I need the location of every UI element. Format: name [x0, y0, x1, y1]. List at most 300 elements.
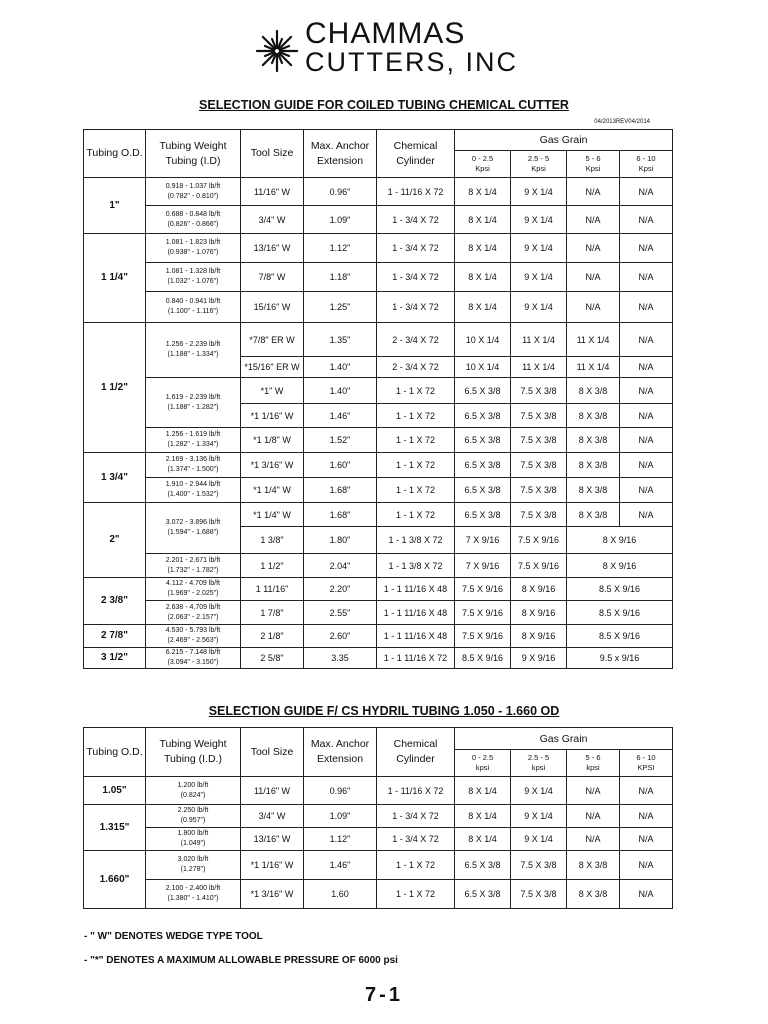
header-tool: Tool Size	[241, 728, 304, 777]
gas-grain-cell: 11 X 1/4	[511, 323, 567, 357]
gas-grain-cell: 11 X 1/4	[511, 357, 567, 378]
table-row	[84, 234, 673, 263]
tubing-weight-cell	[146, 625, 241, 648]
table-row	[84, 851, 673, 880]
grain-range-header-line-1: 6 - 10	[636, 753, 656, 762]
tubing-weight-cell	[146, 601, 241, 625]
gas-grain-cell: 9 X 1/4	[511, 178, 567, 206]
chemical-cylinder-cell: 1 - 1 11/16 X 72	[377, 648, 455, 669]
header-tool: Tool Size	[241, 130, 304, 178]
chemical-cylinder-cell: 2 - 3/4 X 72	[377, 323, 455, 357]
tubing-weight-cell	[146, 828, 241, 851]
chemical-cylinder-cell: 1 - 1 3/8 X 72	[377, 554, 455, 578]
grain-range-header-line-1: 5 - 6	[585, 753, 601, 762]
tool-size-cell: *1 1/8" W	[241, 428, 304, 453]
chemical-cylinder-cell: 1 - 1 11/16 X 48	[377, 601, 455, 625]
anchor-extension-cell: 1.25"	[304, 292, 377, 323]
gas-grain-cell: 9 X 1/4	[511, 777, 567, 805]
chemical-cylinder-cell: 1 - 3/4 X 72	[377, 206, 455, 234]
gas-grain-cell: N/A	[567, 777, 620, 805]
gas-grain-cell: 7.5 X 3/8	[511, 404, 567, 428]
chemical-cylinder-cell: 1 - 1 X 72	[377, 478, 455, 503]
header-cylinder: Chemical Cylinder	[377, 728, 455, 777]
gas-grain-cell: 8 X 1/4	[455, 805, 511, 828]
tool-size-cell: *1 3/16" W	[241, 880, 304, 909]
grain-range-header-line-2: Kpsi	[475, 164, 490, 173]
chemical-cylinder-cell: 1 - 1 X 72	[377, 880, 455, 909]
gas-grain-cell: 7.5 X 3/8	[511, 478, 567, 503]
table-1-title: SELECTION GUIDE FOR COILED TUBING CHEMICAL CUTTER	[199, 98, 569, 112]
tubing-weight-cell-line-1: 1.619 - 2.239 lb/ft	[165, 393, 221, 401]
tool-size-cell: 13/16" W	[241, 234, 304, 263]
chemical-cylinder-cell: 1 - 1 11/16 X 48	[377, 578, 455, 601]
tubing-od-cell: 1 3/4"	[84, 453, 146, 503]
anchor-extension-cell: 0.96"	[304, 178, 377, 206]
anchor-extension-cell: 1.60	[304, 880, 377, 909]
anchor-extension-cell: 1.68"	[304, 478, 377, 503]
grain-range-header	[620, 151, 673, 178]
gas-grain-cell: N/A	[567, 263, 620, 292]
gas-grain-cell: 6.5 X 3/8	[455, 378, 511, 404]
gas-grain-cell: N/A	[620, 378, 673, 404]
gas-grain-cell: 8 X 1/4	[455, 292, 511, 323]
tool-size-cell: 11/16" W	[241, 178, 304, 206]
tool-size-cell: *15/16" ER W	[241, 357, 304, 378]
grain-range-header-line-1: 6 - 10	[636, 154, 656, 163]
gas-grain-cell: 7.5 X 9/16	[511, 527, 567, 554]
tubing-weight-cell-line-1: 1.256 - 2.239 lb/ft	[165, 341, 221, 348]
gas-grain-cell: N/A	[567, 206, 620, 234]
anchor-extension-cell: 2.04"	[304, 554, 377, 578]
tubing-weight-cell-line-1: 2.250 lb/ft	[177, 807, 209, 814]
anchor-extension-cell: 1.80"	[304, 527, 377, 554]
tubing-od-cell: 1.05"	[84, 777, 146, 805]
gas-grain-cell: N/A	[567, 178, 620, 206]
anchor-extension-cell: 1.40"	[304, 378, 377, 404]
tubing-weight-cell	[146, 234, 241, 263]
gas-grain-cell: N/A	[620, 777, 673, 805]
gas-grain-cell: N/A	[567, 292, 620, 323]
table-row	[84, 378, 673, 404]
gas-grain-cell: N/A	[620, 478, 673, 503]
tubing-weight-cell	[146, 206, 241, 234]
tubing-weight-cell-line-2: (1.400" - 1.532")	[167, 491, 219, 498]
gas-grain-cell: 9 X 1/4	[511, 263, 567, 292]
tool-size-cell: *7/8" ER W	[241, 323, 304, 357]
note-wedge: - " W" DENOTES WEDGE TYPE TOOL	[84, 931, 263, 942]
gas-grain-cell: 10 X 1/4	[455, 357, 511, 378]
tool-size-cell: 1 11/16"	[241, 578, 304, 601]
grain-range-header-line-2: Kpsi	[638, 164, 654, 173]
gas-grain-cell: 9 X 1/4	[511, 206, 567, 234]
gas-grain-cell: 10 X 1/4	[455, 323, 511, 357]
gas-grain-cell: 8 X 9/16	[511, 625, 567, 648]
tubing-weight-cell	[146, 503, 241, 554]
tubing-weight-cell	[146, 880, 241, 909]
gas-grain-cell: N/A	[620, 206, 673, 234]
tubing-weight-cell	[146, 478, 241, 503]
tubing-weight-cell-line-1: 4.112 - 4.709 lb/ft	[166, 580, 220, 587]
tubing-weight-cell-line-2: (1.049")	[180, 840, 206, 847]
gas-grain-cell: 6.5 X 3/8	[455, 404, 511, 428]
tubing-weight-cell	[146, 263, 241, 292]
tubing-weight-cell-line-2: (2.469" - 2.563")	[167, 637, 219, 644]
tubing-weight-cell-line-2: (0.938" - 1.076")	[167, 249, 219, 256]
tool-size-cell: 1 1/2"	[241, 554, 304, 578]
anchor-extension-cell: 1.52"	[304, 428, 377, 453]
anchor-extension-cell: 1.12"	[304, 828, 377, 851]
table-row	[84, 648, 673, 669]
header-od: Tubing O.D.	[84, 130, 146, 178]
anchor-extension-cell: 0.96"	[304, 777, 377, 805]
gas-grain-cell: 8 X 3/8	[567, 404, 620, 428]
gas-grain-cell: 8 X 3/8	[567, 378, 620, 404]
tubing-weight-cell-line-2: (0.826" - 0.866")	[167, 220, 219, 228]
tubing-od-cell: 3 1/2"	[84, 648, 146, 669]
tubing-weight-cell	[146, 805, 241, 828]
chemical-cylinder-cell: 1 - 3/4 X 72	[377, 263, 455, 292]
gas-grain-cell: 6.5 X 3/8	[455, 503, 511, 527]
gas-grain-cell: 7.5 X 3/8	[511, 503, 567, 527]
anchor-extension-cell: 2.60"	[304, 625, 377, 648]
tubing-weight-cell-line-1: 1.081 - 1.328 lb/ft	[165, 268, 221, 275]
gas-grain-cell: 8 X 3/8	[567, 851, 620, 880]
gas-grain-cell: 8 X 1/4	[455, 206, 511, 234]
gas-grain-cell: N/A	[620, 428, 673, 453]
gas-grain-cell: 6.5 X 3/8	[455, 453, 511, 478]
tubing-weight-cell-line-2: (1.969" - 2.025")	[167, 590, 219, 597]
tool-size-cell: 1 7/8"	[241, 601, 304, 625]
grain-range-header-line-2: kpsi	[475, 763, 490, 772]
chemical-cylinder-cell: 1 - 3/4 X 72	[377, 828, 455, 851]
tubing-od-cell: 1 1/2"	[84, 323, 146, 453]
anchor-extension-cell: 2.55"	[304, 601, 377, 625]
gas-grain-cell: 7.5 X 3/8	[511, 851, 567, 880]
anchor-extension-cell: 1.46"	[304, 404, 377, 428]
tubing-od-cell: 2 7/8"	[84, 625, 146, 648]
tubing-weight-cell	[146, 851, 241, 880]
header-weight: Tubing Weight Tubing (I.D)	[146, 130, 241, 178]
tubing-weight-cell-line-2: (1.732" - 1.782")	[167, 566, 219, 574]
anchor-extension-cell: 1.09"	[304, 206, 377, 234]
header-gas-grain: Gas Grain	[455, 130, 673, 151]
tubing-weight-cell-line-2: (2.063" - 2.157")	[167, 613, 219, 621]
gas-grain-cell: N/A	[567, 234, 620, 263]
gas-grain-cell: 7.5 X 3/8	[511, 453, 567, 478]
grain-range-header	[567, 151, 620, 178]
header-cylinder: Chemical Cylinder	[377, 130, 455, 178]
tool-size-cell: 15/16" W	[241, 292, 304, 323]
table-row	[84, 178, 673, 206]
table-row	[84, 578, 673, 601]
tubing-weight-cell	[146, 292, 241, 323]
table-2-title: SELECTION GUIDE F/ CS HYDRIL TUBING 1.050 - 1.660 OD	[208, 704, 560, 718]
anchor-extension-cell: 1.12"	[304, 234, 377, 263]
tool-size-cell: 2 5/8"	[241, 648, 304, 669]
tool-size-cell: *1 1/16" W	[241, 404, 304, 428]
tubing-weight-cell	[146, 777, 241, 805]
chemical-cylinder-cell: 1 - 1 X 72	[377, 851, 455, 880]
gas-grain-cell: 7.5 X 9/16	[511, 554, 567, 578]
grain-range-header	[455, 151, 511, 178]
tubing-weight-cell-line-2: (3.094" - 3.150")	[167, 659, 219, 666]
chemical-cylinder-cell: 1 - 1 3/8 X 72	[377, 527, 455, 554]
gas-grain-cell: N/A	[620, 263, 673, 292]
tubing-weight-cell-line-2: (1.278")	[180, 866, 206, 873]
gas-grain-cell: 6.5 X 3/8	[455, 478, 511, 503]
gas-grain-cell: 8 X 9/16	[567, 554, 673, 578]
tool-size-cell: 7/8" W	[241, 263, 304, 292]
gas-grain-cell: 7 X 9/16	[455, 554, 511, 578]
tubing-weight-cell-line-1: 1.910 - 2.944 lb/ft	[165, 481, 221, 488]
header-od: Tubing O.D.	[84, 728, 146, 777]
gas-grain-cell: N/A	[620, 292, 673, 323]
tubing-weight-cell	[146, 323, 241, 378]
gas-grain-cell: 7.5 X 3/8	[511, 378, 567, 404]
chemical-cylinder-cell: 1 - 1 X 72	[377, 428, 455, 453]
note-pressure: - "*" DENOTES A MAXIMUM ALLOWABLE PRESSURE OF 6000 psi	[84, 955, 398, 966]
tubing-weight-cell-line-2: (1.282" - 1.334")	[167, 441, 219, 448]
grain-range-header-line-1: 2.5 - 5	[527, 154, 550, 163]
gas-grain-cell: 8 X 3/8	[567, 503, 620, 527]
page-number: 7-1	[365, 984, 403, 1006]
gas-grain-cell: N/A	[620, 828, 673, 851]
tubing-weight-cell-line-2: (0.782" - 0.810")	[167, 192, 219, 200]
gas-grain-cell: 8 X 1/4	[455, 234, 511, 263]
company-logo	[255, 18, 525, 86]
anchor-extension-cell: 1.68"	[304, 503, 377, 527]
tubing-weight-cell-line-1: 0.688 - 0.848 lb/ft	[165, 210, 221, 218]
gas-grain-cell: 9 X 1/4	[511, 292, 567, 323]
coiled-tubing-table	[83, 129, 673, 669]
gas-grain-cell: 8 X 3/8	[567, 453, 620, 478]
tubing-od-cell: 2 3/8"	[84, 578, 146, 625]
tubing-weight-cell	[146, 648, 241, 669]
chemical-cylinder-cell: 2 - 3/4 X 72	[377, 357, 455, 378]
table-row	[84, 503, 673, 527]
tubing-weight-cell-line-2: (1.380" - 1.410")	[167, 895, 219, 902]
tubing-weight-cell-line-2: (0.824")	[180, 791, 206, 799]
gas-grain-cell: 8.5 X 9/16	[455, 648, 511, 669]
table-row	[84, 805, 673, 828]
table-row	[84, 880, 673, 909]
gas-grain-cell: 7.5 X 3/8	[511, 880, 567, 909]
tool-size-cell: 3/4" W	[241, 206, 304, 234]
grain-range-header-line-1: 5 - 6	[585, 154, 601, 163]
chemical-cylinder-cell: 1 - 3/4 X 72	[377, 805, 455, 828]
table-row	[84, 601, 673, 625]
grain-range-header	[567, 750, 620, 777]
table-row	[84, 554, 673, 578]
tubing-weight-cell	[146, 378, 241, 428]
revision-code: 04/2013REV04/2014	[594, 119, 650, 125]
tubing-weight-cell-line-2: (1.100" - 1.116")	[167, 308, 219, 315]
gas-grain-cell: N/A	[567, 805, 620, 828]
grain-range-header-line-2: KPSI	[637, 763, 655, 772]
grain-range-header-line-2: Kpsi	[531, 164, 546, 173]
tubing-weight-cell-line-1: 0.840 - 0.941 lb/ft	[165, 298, 221, 305]
tubing-weight-cell	[146, 554, 241, 578]
tubing-od-cell: 1.315"	[84, 805, 146, 851]
gas-grain-cell: 8 X 1/4	[455, 828, 511, 851]
tubing-weight-cell-line-2: (1.032" - 1.076")	[167, 278, 219, 285]
grain-range-header-line-2: Kpsi	[585, 164, 601, 173]
grain-range-header-line-2: kpsi	[586, 763, 600, 772]
grain-range-header-line-1: 0 - 2.5	[471, 753, 494, 762]
gas-grain-cell: 8.5 X 9/16	[567, 578, 673, 601]
grain-range-header-line-1: 0 - 2.5	[471, 154, 494, 163]
gas-grain-cell: N/A	[567, 828, 620, 851]
tubing-weight-cell-line-1: 1.256 - 1.619 lb/ft	[165, 431, 221, 438]
table-row	[84, 625, 673, 648]
gas-grain-cell: N/A	[620, 805, 673, 828]
gas-grain-cell: 8 X 3/8	[567, 880, 620, 909]
gas-grain-cell: 7 X 9/16	[455, 527, 511, 554]
grain-range-header	[620, 750, 673, 777]
tool-size-cell: 11/16" W	[241, 777, 304, 805]
chemical-cylinder-cell: 1 - 1 X 72	[377, 378, 455, 404]
anchor-extension-cell: 1.18"	[304, 263, 377, 292]
tubing-weight-cell-line-1: 0.918 - 1.037 lb/ft	[165, 182, 221, 190]
header-weight: Tubing Weight Tubing (I.D.)	[146, 728, 241, 777]
gas-grain-cell: 6.5 X 3/8	[455, 851, 511, 880]
gas-grain-cell: 6.5 X 3/8	[455, 428, 511, 453]
tubing-weight-cell-line-2: (1.594" - 1.688")	[167, 529, 219, 536]
logo-line-2: CUTTERS, INC	[305, 47, 518, 77]
tool-size-cell: 1 3/8"	[241, 527, 304, 554]
chemical-cylinder-cell: 1 - 1 X 72	[377, 453, 455, 478]
header-anchor: Max. Anchor Extension	[304, 728, 377, 777]
tubing-weight-cell	[146, 453, 241, 478]
tool-size-cell: *1" W	[241, 378, 304, 404]
tubing-weight-cell-line-1: 1.800 lb/ft	[177, 830, 209, 837]
chemical-cylinder-cell: 1 - 1 X 72	[377, 503, 455, 527]
tool-size-cell: 2 1/8"	[241, 625, 304, 648]
grain-range-header	[511, 750, 567, 777]
anchor-extension-cell: 1.35"	[304, 323, 377, 357]
logo-line-1: CHAMMAS	[305, 17, 466, 50]
gas-grain-cell: N/A	[620, 880, 673, 909]
table-row	[84, 292, 673, 323]
gas-grain-cell: 7.5 X 9/16	[455, 578, 511, 601]
gas-grain-cell: N/A	[620, 178, 673, 206]
gas-grain-cell: 8.5 X 9/16	[567, 625, 673, 648]
gas-grain-cell: 7.5 X 9/16	[455, 625, 511, 648]
anchor-extension-cell: 1.46"	[304, 851, 377, 880]
table-row	[84, 206, 673, 234]
table-row	[84, 777, 673, 805]
gas-grain-cell: 9 X 1/4	[511, 805, 567, 828]
tubing-weight-cell	[146, 178, 241, 206]
tool-size-cell: *1 1/4" W	[241, 478, 304, 503]
gas-grain-cell: 8 X 3/8	[567, 428, 620, 453]
gas-grain-cell: N/A	[620, 503, 673, 527]
tubing-weight-cell-line-1: 3.072 - 3.896 lb/ft	[165, 519, 221, 526]
table-row	[84, 828, 673, 851]
tubing-weight-cell-line-1: 1.200 lb/ft	[177, 781, 209, 789]
tubing-weight-cell-line-1: 4.530 - 5.793 lb/ft	[165, 627, 221, 634]
tubing-weight-cell-line-1: 2.169 - 3.136 lb/ft	[165, 456, 221, 463]
anchor-extension-cell: 1.40"	[304, 357, 377, 378]
gas-grain-cell: 8 X 1/4	[455, 263, 511, 292]
table-row	[84, 428, 673, 453]
gas-grain-cell: 6.5 X 3/8	[455, 880, 511, 909]
gas-grain-cell: 8 X 3/8	[567, 478, 620, 503]
chemical-cylinder-cell: 1 - 1 11/16 X 48	[377, 625, 455, 648]
tubing-weight-cell	[146, 578, 241, 601]
gas-grain-cell: 9.5 x 9/16	[567, 648, 673, 669]
tubing-od-cell: 1"	[84, 178, 146, 234]
grain-range-header	[511, 151, 567, 178]
starburst-icon	[255, 22, 299, 80]
gas-grain-cell: N/A	[620, 234, 673, 263]
tubing-weight-cell-line-1: 2.201 - 2.671 lb/ft	[165, 556, 221, 564]
hydril-tubing-table	[83, 727, 673, 909]
gas-grain-cell: 11 X 1/4	[567, 357, 620, 378]
gas-grain-cell: N/A	[620, 404, 673, 428]
tubing-weight-cell	[146, 428, 241, 453]
gas-grain-cell: N/A	[620, 453, 673, 478]
gas-grain-cell: 9 X 1/4	[511, 234, 567, 263]
gas-grain-cell: 8 X 1/4	[455, 777, 511, 805]
gas-grain-cell: 8 X 1/4	[455, 178, 511, 206]
tool-size-cell: *1 1/16" W	[241, 851, 304, 880]
anchor-extension-cell: 1.09"	[304, 805, 377, 828]
tool-size-cell: *1 3/16" W	[241, 453, 304, 478]
tubing-weight-cell-line-2: (0.957")	[180, 817, 206, 824]
gas-grain-cell: 8 X 9/16	[567, 527, 673, 554]
table-row	[84, 453, 673, 478]
anchor-extension-cell: 2.20"	[304, 578, 377, 601]
table-row	[84, 263, 673, 292]
header-gas-grain: Gas Grain	[455, 728, 673, 750]
gas-grain-cell: N/A	[620, 357, 673, 378]
chemical-cylinder-cell: 1 - 11/16 X 72	[377, 178, 455, 206]
gas-grain-cell: 8 X 9/16	[511, 601, 567, 625]
table-row	[84, 323, 673, 357]
chemical-cylinder-cell: 1 - 11/16 X 72	[377, 777, 455, 805]
tubing-od-cell: 2"	[84, 503, 146, 578]
anchor-extension-cell: 1.60"	[304, 453, 377, 478]
gas-grain-cell: 8 X 9/16	[511, 578, 567, 601]
tubing-weight-cell-line-2: (1.374" - 1.500")	[167, 466, 219, 473]
tool-size-cell: 13/16" W	[241, 828, 304, 851]
tubing-weight-cell-line-1: 3.020 lb/ft	[177, 856, 209, 863]
grain-range-header-line-1: 2.5 - 5	[527, 753, 550, 762]
tool-size-cell: *1 1/4" W	[241, 503, 304, 527]
grain-range-header-line-2: kpsi	[531, 763, 546, 772]
tubing-od-cell: 1 1/4"	[84, 234, 146, 323]
tubing-weight-cell-line-1: 2.638 - 4.709 lb/ft	[165, 603, 221, 611]
gas-grain-cell: 7.5 X 9/16	[455, 601, 511, 625]
grain-range-header	[455, 750, 511, 777]
gas-grain-cell: 11 X 1/4	[567, 323, 620, 357]
gas-grain-cell: 9 X 1/4	[511, 828, 567, 851]
chemical-cylinder-cell: 1 - 3/4 X 72	[377, 234, 455, 263]
tool-size-cell: 3/4" W	[241, 805, 304, 828]
gas-grain-cell: 9 X 9/16	[511, 648, 567, 669]
tubing-weight-cell-line-1: 1.081 - 1.823 lb/ft	[165, 239, 221, 246]
gas-grain-cell: 8.5 X 9/16	[567, 601, 673, 625]
header-anchor: Max. Anchor Extension	[304, 130, 377, 178]
anchor-extension-cell: 3.35	[304, 648, 377, 669]
table-row	[84, 478, 673, 503]
tubing-weight-cell-line-1: 6.215 - 7.148 lb/ft	[165, 649, 221, 656]
gas-grain-cell: 7.5 X 3/8	[511, 428, 567, 453]
chemical-cylinder-cell: 1 - 3/4 X 72	[377, 292, 455, 323]
tubing-weight-cell-line-1: 2.100 - 2.400 lb/ft	[165, 885, 221, 892]
tubing-weight-cell-line-2: (1.188" - 1.334")	[167, 351, 219, 358]
